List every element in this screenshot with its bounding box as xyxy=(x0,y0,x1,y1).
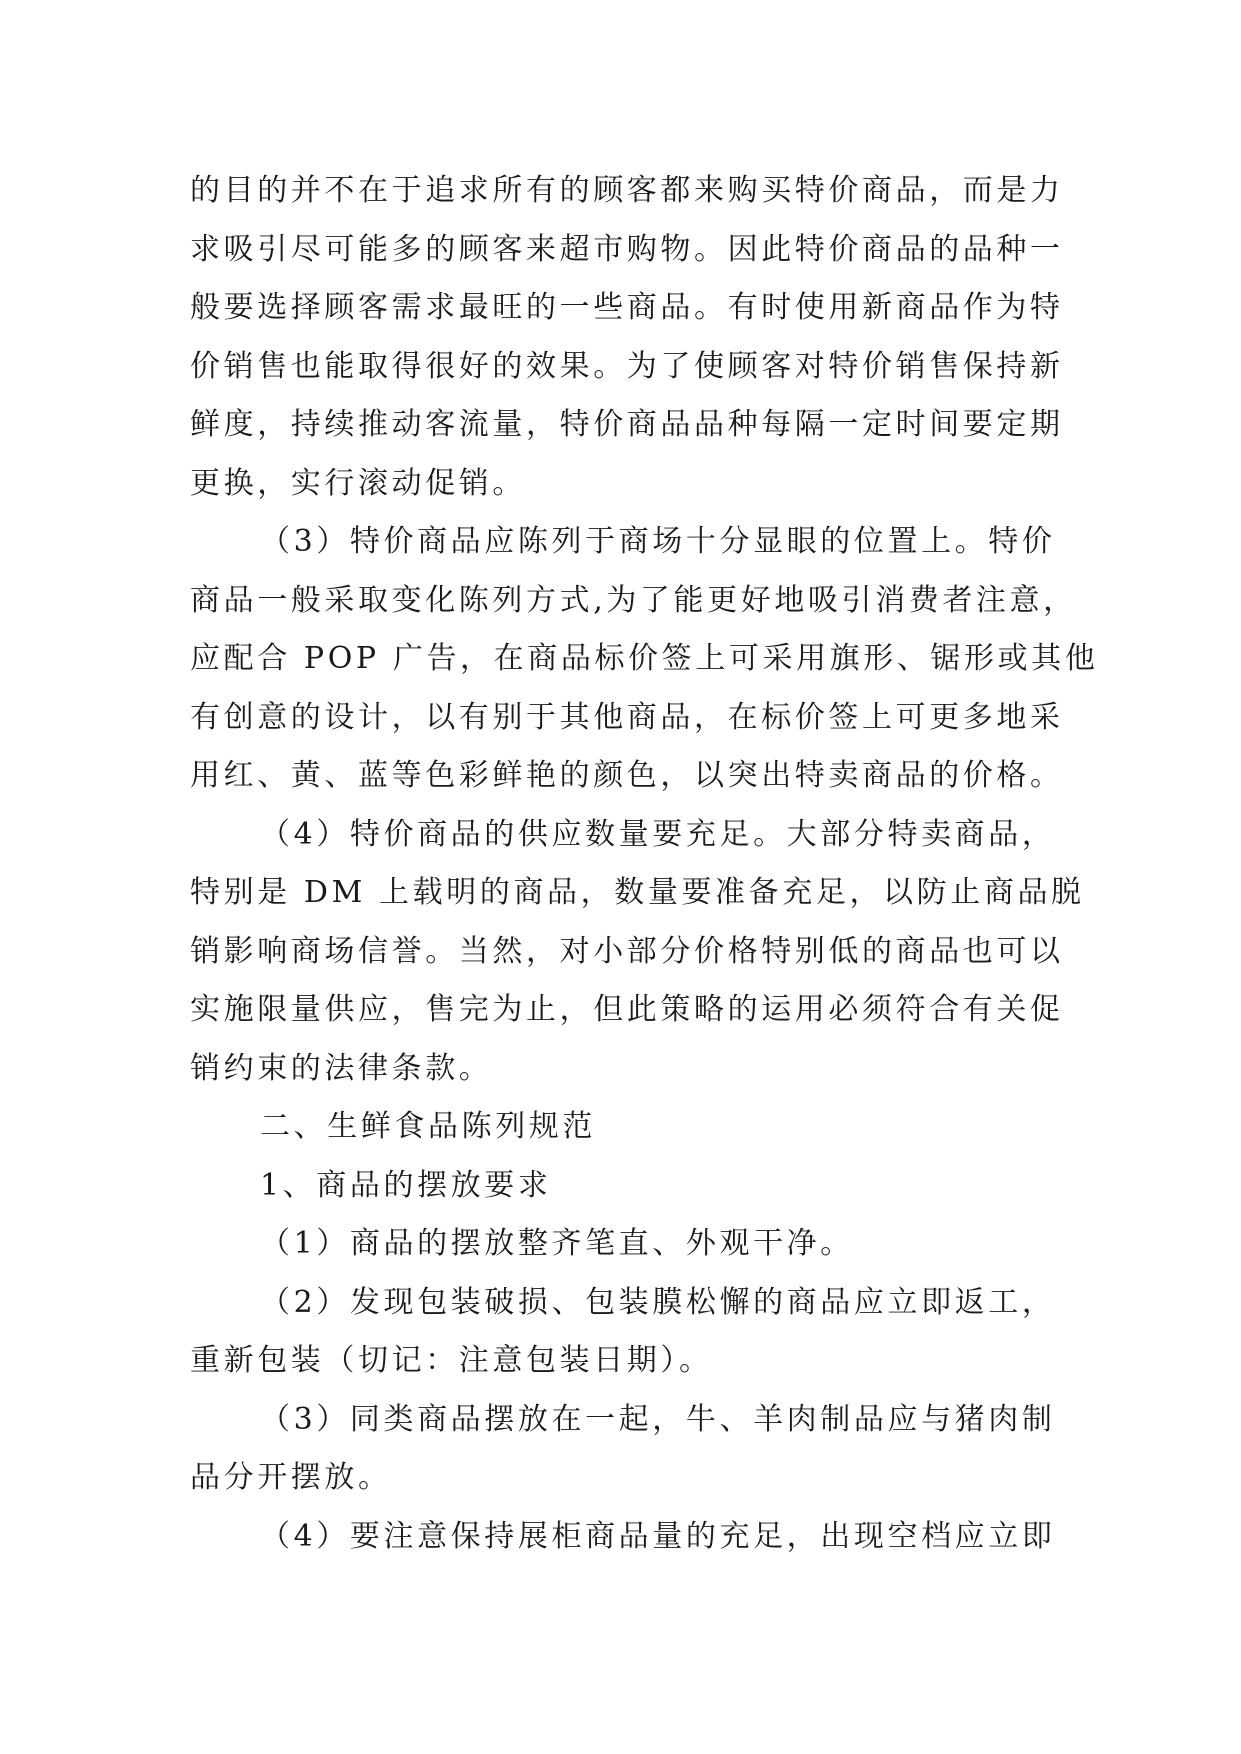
text-line: 特别是 DM 上载明的商品，数量要准备充足，以防止商品脱 xyxy=(190,875,1085,910)
text-line: 用红、黄、蓝等色彩鲜艳的颜色，以突出特卖商品的价格。 xyxy=(190,758,1064,793)
text-line: （4）要注意保持展柜商品量的充足，出现空档应立即 xyxy=(260,1518,1056,1554)
text-line: 鲜度，持续推动客流量，特价商品品种每隔一定时间要定期 xyxy=(190,407,1064,442)
text-line: 价销售也能取得很好的效果。为了使顾客对特价销售保持新 xyxy=(190,348,1064,384)
text-line: 求吸引尽可能多的顾客来超市购物。因此特价商品的品种一 xyxy=(190,231,1064,267)
text-line: 有创意的设计，以有别于其他商品，在标价签上可更多地采 xyxy=(190,699,1064,735)
text-line: 的目的并不在于追求所有的顾客都来购买特价商品，而是力 xyxy=(190,173,1064,208)
text-line: （3）同类商品摆放在一起，牛、羊肉制品应与猪肉制 xyxy=(260,1401,1056,1437)
text-line: 二、生鲜食品陈列规范 xyxy=(260,1109,596,1144)
text-line: （1）商品的摆放整齐笔直、外观干净。 xyxy=(260,1226,854,1261)
text-line: 销约束的法律条款。 xyxy=(190,1050,493,1086)
text-line: 般要选择顾客需求最旺的一些商品。有时使用新商品作为特 xyxy=(190,290,1064,325)
text-line: 商品一般采取变化陈列方式,为了能更好地吸引消费者注意， xyxy=(190,582,1077,618)
text-line: 品分开摆放。 xyxy=(190,1460,392,1495)
text-line: 1、商品的摆放要求 xyxy=(260,1167,552,1203)
text-line: 更换，实行滚动促销。 xyxy=(190,465,526,501)
text-line: 重新包装（切记：注意包装日期）。 xyxy=(190,1343,713,1378)
text-line: 实施限量供应，售完为止，但此策略的运用必须符合有关促 xyxy=(190,992,1064,1027)
text-line: （2）发现包装破损、包装膜松懈的商品应立即返工， xyxy=(260,1284,1056,1320)
text-line: 销影响商场信誉。当然，对小部分价格特别低的商品也可以 xyxy=(190,933,1064,969)
body-text xyxy=(190,162,1099,1566)
text-line: 应配合 POP 广告，在商品标价签上可采用旗形、锯形或其他 xyxy=(190,641,1099,676)
text-line: （4）特价商品的供应数量要充足。大部分特卖商品， xyxy=(260,816,1056,852)
text-line: （3）特价商品应陈列于商场十分显眼的位置上。特价 xyxy=(260,524,1056,559)
